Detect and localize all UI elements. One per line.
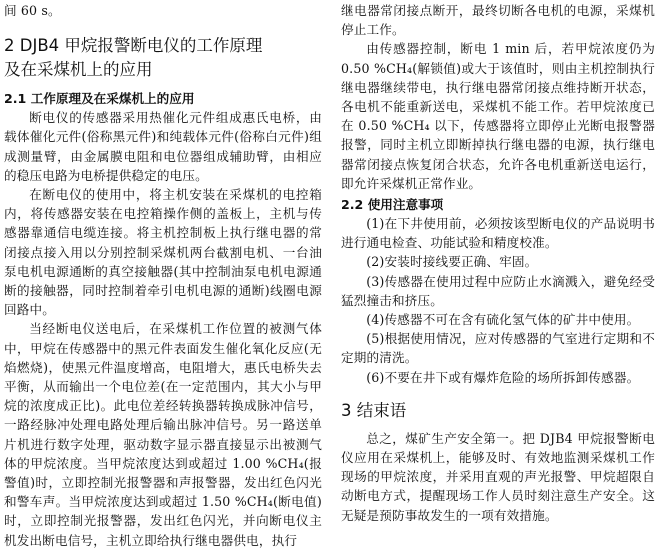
paragraph-installation: 在断电仪的使用中，将主机安装在采煤机的电控箱内，将传感器安装在电控箱操作侧的盖板上，主机与传感器靠通信电缆连接。将主机控制板上执行继电器的常闭接点接入用以分别控制采煤机两台截割电机、一台油泵电机电源通断的真空接触器(其中控制油泵电机电源通断的接触器，同时控制着牵引电机电源的通断)线圈电源回路中。 (4, 187, 322, 318)
paragraph-operation: 当经断电仪送电后，在采煤机工作位置的被测气体中，甲烷在传感器中的黑元件表面发生催化氧化反应(无焰燃烧)，使黑元件温度增高，电阻增大，惠氏电桥失去平衡，从而输出一个电位差(在一定范围内，其大小与甲烷的浓度成正比)。此电位差经转换器转换成脉冲信号，一路经脉冲处理电路处理后输出脉冲信号。另一路送单片机进行数字处理，驱动数字显示器直接显示出被测气体的甲烷浓度。当甲烷浓度达到或超过 1.00 %CH₄(报警值)时，立即控制光报警器和声报警器，发出红色闪光和警车声。当甲烷浓度达到或超过 1.50 %CH₄(断电值)时，立即控制光报警器，发出红色闪光，并向断电仪主机发出断电信号，主机立即给执行继电器供电，执行 (4, 321, 322, 548)
notice-item-6: (6)不要在井下或有爆炸危险的场所拆卸传感器。 (366, 369, 640, 385)
subsection-2-2-title: 2.2 使用注意事项 (341, 197, 444, 213)
subsection-2-1-title: 2.1 工作原理及在采煤机上的应用 (4, 91, 195, 107)
notice-item-3: (3)传感器在使用过程中应防止水滴溅入，避免经受猛烈撞击和挤压。 (341, 273, 655, 308)
right-column (341, 0, 655, 559)
section-2-title-line1: 2 DJB4 甲烷报警断电仪的工作原理 (4, 36, 263, 56)
continued-text: 间 60 s。 (4, 3, 61, 18)
notice-item-5: (5)根据使用情况，应对传感器的气室进行定期和不定期的清洗。 (341, 331, 655, 366)
conclusion-paragraph: 总之，煤矿生产安全第一。把 DJB4 甲烷报警断电仪应用在采煤机上，能够及时、有效地监测采煤机工作现场的甲烷浓度，并采用直观的声光报警、甲烷超限自动断电方式，提醒现场工作人员时刻注意生产安全。这无疑是预防事故发生的一项有效措施。 (341, 430, 655, 523)
notice-item-2: (2)安装时接线要正确、牢固。 (366, 254, 538, 270)
paragraph-sensor: 断电仪的传感器采用热催化元件组成惠氏电桥，由载体催化元件(俗称黑元件)和纯载体元件(俗称白元件)组成测量臂，由金属膜电阻和电位器组成辅助臂，由相应的稳压电路为电桥提供稳定的电压。 (4, 110, 322, 183)
continued-paragraph: 继电器常闭接点断开，最终切断各电机的电源，采煤机停止工作。 (341, 3, 655, 38)
section-3-title: 3 结束语 (341, 400, 407, 420)
section-2-title-line2: 及在采煤机上的应用 (4, 60, 153, 80)
notice-item-4: (4)传感器不可在含有硫化氢气体的矿井中使用。 (366, 312, 640, 328)
left-column (4, 0, 322, 559)
notice-item-1: (1)在下井使用前，必须按该型断电仪的产品说明书进行通电检查、功能试验和精度校准。 (341, 216, 655, 251)
paragraph-unlock: 由传感器控制，断电 1 min 后，若甲烷浓度仍为 0.50 %CH₄(解锁值)或大于该值时，则由主机控制执行继电器继续带电，执行继电器常闭接点维持断开状态，各电机不能重新送电，采煤机不能工作。若甲烷浓度已在 0.50 %CH₄ 以下，传感器将立即停止光断电报警器报警，同时主机立即断掉执行继电器的电源，执行继电器常闭接点恢复闭合状态，允许各电机重新送电运行，即允许采煤机正常作业。 (341, 41, 655, 191)
